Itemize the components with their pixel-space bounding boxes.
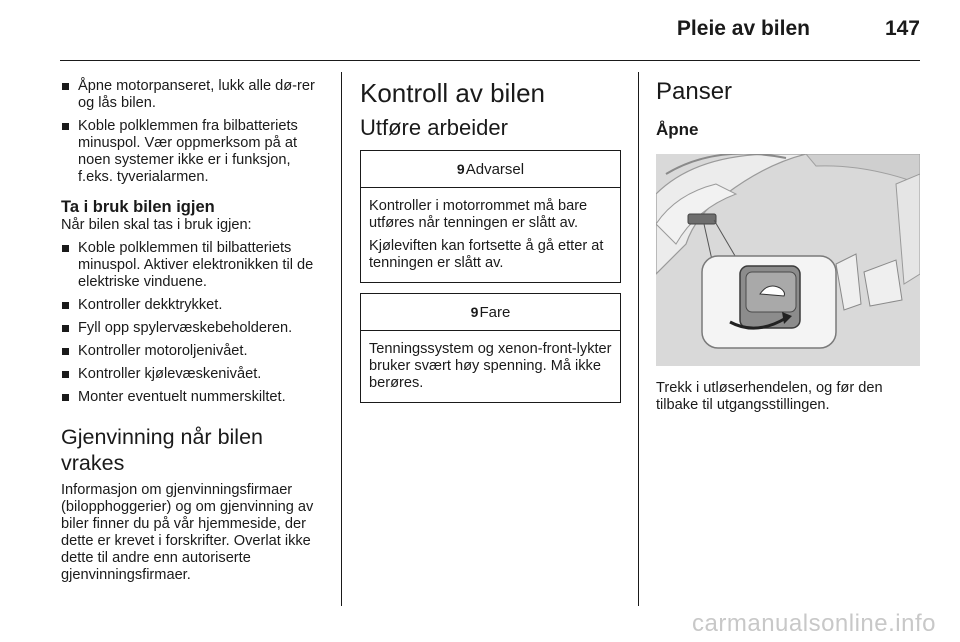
- danger-box: [360, 293, 621, 403]
- danger-paragraph: Tenningssystem og xenon-front-lykter bruker svært høy spenning. Må ikke berøres.: [369, 341, 612, 391]
- restart-heading: Ta i bruk bilen igjen: [61, 198, 215, 216]
- page-number: 147: [884, 17, 920, 40]
- list-item: Kontroller motoroljenivået.: [61, 343, 327, 360]
- column-divider: [341, 72, 342, 606]
- list-item: Koble polklemmen til bilbatteriets minuspol. Aktiver elektronikken til de elektriske vinduene.: [61, 240, 327, 291]
- recycling-text: Informasjon om gjenvinningsfirmaer (bilopphoggerier) og om gjenvinning av biler finner du på vår hjemmeside, der dette er krevet i forskrifter. Overlat ikke dette til andre enn autoriserte gjenvinningsfirmaer.: [61, 482, 314, 583]
- column-divider: [638, 72, 639, 606]
- list-item: Monter eventuelt nummerskiltet.: [61, 389, 327, 406]
- header-divider: [60, 60, 920, 61]
- subsection-heading: Åpne: [656, 120, 699, 139]
- warning-paragraph: Kontroller i motorrommet må bare utføres når tenningen er slått av.: [369, 198, 588, 231]
- warning-paragraph: Kjøleviften kan fortsette å gå etter at tenningen er slått av.: [369, 238, 604, 271]
- warning-box-body: [361, 188, 620, 282]
- watermark: carmanualsonline.info: [692, 610, 936, 637]
- warning-triangle-icon: 9: [456, 161, 465, 177]
- list-item: Kontroller kjølevæskenivået.: [61, 366, 327, 383]
- section-heading: Kontroll av bilen: [360, 78, 545, 108]
- page-title: Pleie av bilen: [676, 17, 810, 40]
- figure-caption: Trekk i utløserhendelen, og før den tilbake til utgangsstillingen.: [656, 380, 883, 413]
- recycling-heading: Gjenvinning når bilen vrakes: [61, 425, 263, 475]
- middle-column: [360, 78, 622, 413]
- section-heading: Panser: [656, 78, 733, 105]
- list-item: Fyll opp spylervæskebeholderen.: [61, 320, 327, 337]
- danger-box-body: [361, 331, 620, 402]
- warning-triangle-icon: 9: [470, 304, 479, 320]
- warning-box: [360, 150, 621, 283]
- warning-box-header: [361, 151, 620, 188]
- bullet-list-top: [61, 78, 327, 186]
- list-item: Kontroller dekktrykket.: [61, 297, 327, 314]
- danger-title: Fare: [479, 303, 511, 321]
- subsection-heading: Utføre arbeider: [360, 115, 508, 140]
- list-item: Åpne motorpanseret, lukk alle dø-rer og lås bilen.: [61, 78, 327, 112]
- list-item: Koble polklemmen fra bilbatteriets minuspol. Vær oppmerksom på at noen systemer ikke er i funksjon, f.eks. tyverialarmen.: [61, 118, 327, 186]
- danger-box-header: [361, 294, 620, 331]
- left-column: [61, 78, 327, 590]
- restart-intro: Når bilen skal tas i bruk igjen:: [61, 217, 252, 233]
- warning-title: Advarsel: [465, 160, 525, 178]
- right-column: [656, 78, 922, 414]
- hood-release-lever-illustration: [656, 154, 920, 366]
- bullet-list-restart: [61, 240, 327, 406]
